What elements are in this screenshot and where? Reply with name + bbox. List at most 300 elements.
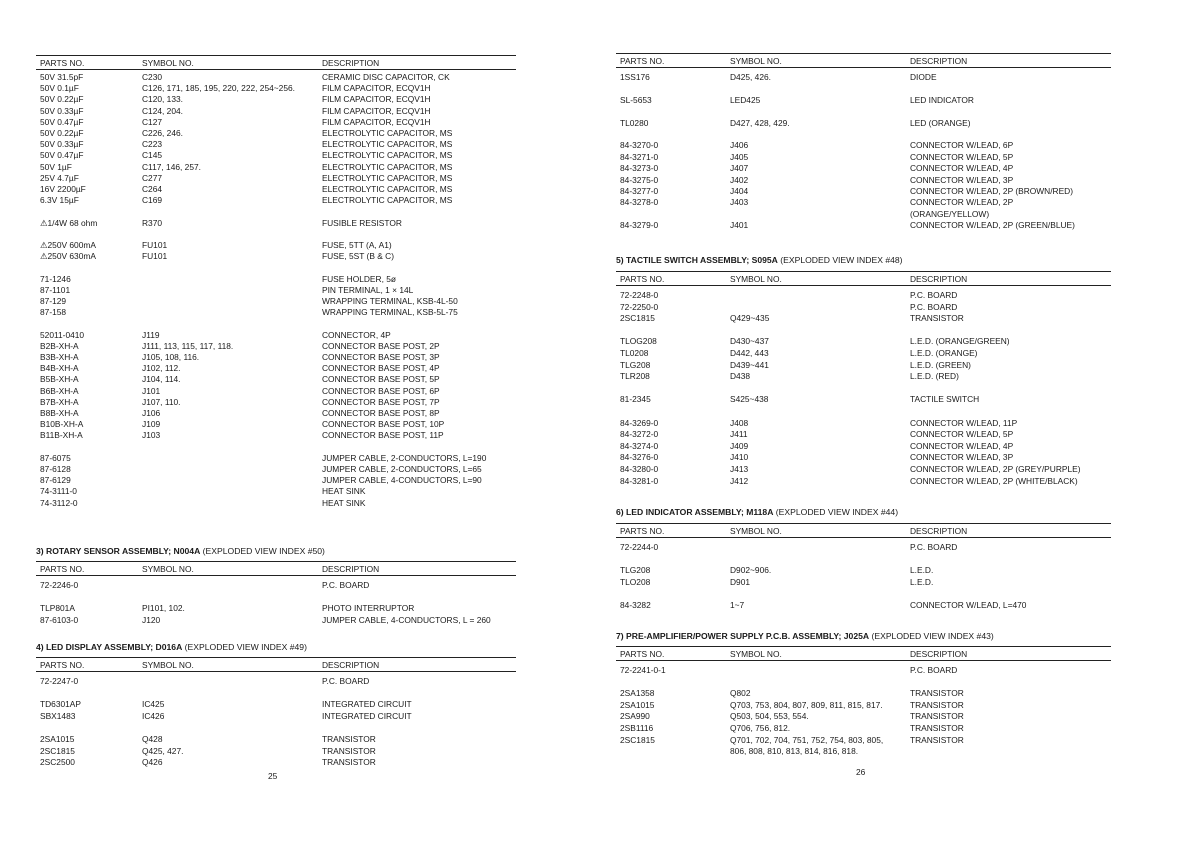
table-header bbox=[616, 53, 1111, 68]
description: L.E.D. (GREEN) bbox=[910, 359, 971, 370]
symbol-no: J107, 110. bbox=[142, 396, 181, 407]
description: TRANSISTOR bbox=[910, 313, 964, 324]
description: CONNECTOR W/LEAD, 5P bbox=[910, 429, 1014, 440]
description: TRANSISTOR bbox=[910, 711, 964, 722]
table-row bbox=[616, 186, 1111, 198]
symbol-no: Q503, 504, 553, 554. bbox=[730, 711, 809, 722]
description: CONNECTOR BASE POST, 8P bbox=[322, 408, 440, 418]
table-row bbox=[616, 565, 1111, 577]
parts-no: 72-2247-0 bbox=[40, 676, 79, 686]
description: FUSE, 5ST (B & C) bbox=[322, 251, 394, 262]
table-row bbox=[616, 600, 1111, 612]
table-row bbox=[36, 363, 516, 375]
parts-no: 50V 0.1µF bbox=[40, 83, 79, 94]
header-symbol: SYMBOL NO. bbox=[730, 649, 782, 659]
table-row bbox=[616, 688, 1111, 700]
symbol-no: Q428 bbox=[142, 734, 163, 744]
symbol-no: J410 bbox=[730, 452, 749, 463]
parts-no: 87-158 bbox=[40, 307, 67, 318]
description: P.C. BOARD bbox=[910, 290, 958, 300]
parts-no: 52011-0410 bbox=[40, 329, 85, 340]
table-row bbox=[616, 290, 1111, 302]
table-row bbox=[616, 700, 1111, 712]
parts-no: 84-3274-0 bbox=[620, 440, 659, 451]
symbol-no: LED425 bbox=[730, 94, 761, 105]
header-desc: DESCRIPTION bbox=[322, 564, 380, 574]
parts-no: 74-3112-0 bbox=[40, 497, 78, 508]
description: CONNECTOR BASE POST, 7P bbox=[322, 396, 440, 407]
table-row bbox=[36, 430, 516, 442]
description: FILM CAPACITOR, ECQV1H bbox=[322, 116, 431, 127]
section-title-index: (EXPLODED VIEW INDEX #50) bbox=[200, 546, 325, 556]
symbol-no: D902~906. bbox=[730, 565, 772, 576]
symbol-no: D442, 443 bbox=[730, 348, 769, 358]
symbol-no: J408 bbox=[730, 417, 749, 428]
symbol-no: FU101 bbox=[142, 240, 168, 250]
table-row bbox=[616, 577, 1111, 589]
symbol-no: J119 bbox=[142, 329, 160, 340]
parts-no: 6.3V 15µF bbox=[40, 195, 79, 206]
table-row bbox=[36, 330, 516, 342]
header-parts: PARTS NO. bbox=[620, 649, 665, 659]
parts-no: 87-1101 bbox=[40, 284, 71, 295]
symbol-no: C127 bbox=[142, 116, 163, 127]
description: P.C. BOARD bbox=[910, 665, 958, 675]
description: CONNECTOR, 4P bbox=[322, 329, 391, 340]
parts-no: 81-2345 bbox=[620, 394, 651, 405]
table-row bbox=[36, 218, 516, 230]
header-desc: DESCRIPTION bbox=[322, 660, 380, 670]
symbol-no: J412 bbox=[730, 475, 749, 486]
parts-no: B10B-XH-A bbox=[40, 419, 84, 430]
symbol-no: FU101 bbox=[142, 251, 168, 262]
table-row bbox=[616, 118, 1111, 130]
parts-no: TLG208 bbox=[620, 565, 651, 576]
description: WRAPPING TERMINAL, KSB-4L-50 bbox=[322, 296, 458, 306]
description: CONNECTOR BASE POST, 2P bbox=[322, 340, 440, 351]
header-parts: PARTS NO. bbox=[620, 56, 665, 66]
parts-no: 50V 0.33µF bbox=[40, 139, 84, 150]
description: L.E.D. (ORANGE/GREEN) bbox=[910, 336, 1010, 347]
table-row bbox=[616, 371, 1111, 383]
symbol-no: J413 bbox=[730, 464, 749, 474]
parts-no: B6B-XH-A bbox=[40, 385, 79, 396]
description: CONNECTOR BASE POST, 6P bbox=[322, 385, 440, 396]
description: JUMPER CABLE, 4-CONDUCTORS, L=90 bbox=[322, 475, 482, 486]
symbol-no: J403 bbox=[730, 197, 749, 208]
parts-no: TLG208 bbox=[620, 359, 651, 370]
parts-no: 72-2244-0 bbox=[620, 542, 659, 552]
symbol-no: R370 bbox=[142, 217, 163, 228]
description: INTEGRATED CIRCUIT bbox=[322, 710, 412, 721]
description: CONNECTOR W/LEAD, 5P bbox=[910, 151, 1014, 162]
parts-no: 72-2246-0 bbox=[40, 580, 79, 590]
parts-no: 84-3273-0 bbox=[620, 163, 659, 174]
description: TRANSISTOR bbox=[322, 734, 376, 744]
description: CONNECTOR BASE POST, 10P bbox=[322, 419, 445, 430]
symbol-no: J407 bbox=[730, 163, 749, 174]
parts-no: B5B-XH-A bbox=[40, 374, 79, 385]
table-row bbox=[616, 163, 1111, 175]
table-header bbox=[616, 646, 1111, 661]
parts-no: 84-3275-0 bbox=[620, 174, 659, 185]
symbol-no: J103 bbox=[142, 430, 161, 441]
parts-no: 50V 31.5pF bbox=[40, 72, 84, 82]
description: FUSE, 5TT (A, A1) bbox=[322, 240, 392, 250]
table-row bbox=[616, 464, 1111, 476]
description: INTEGRATED CIRCUIT bbox=[322, 699, 412, 710]
table-header bbox=[616, 271, 1111, 286]
parts-no: 1SS176 bbox=[620, 72, 650, 82]
description: CONNECTOR W/LEAD, 4P bbox=[910, 163, 1014, 174]
parts-no: 50V 0.33µF bbox=[40, 105, 84, 116]
table-row bbox=[36, 117, 516, 129]
symbol-no: J401 bbox=[730, 220, 749, 231]
parts-no: 84-3281-0 bbox=[620, 475, 659, 486]
parts-no: ⚠250V 630mA bbox=[40, 251, 96, 262]
symbol-no: D427, 428, 429. bbox=[730, 117, 790, 128]
description: JUMPER CABLE, 2-CONDUCTORS, L=65 bbox=[322, 464, 482, 474]
parts-no: 84-3269-0 bbox=[620, 417, 659, 428]
header-symbol: SYMBOL NO. bbox=[730, 274, 782, 284]
table-row bbox=[616, 348, 1111, 360]
parts-no: 84-3270-0 bbox=[620, 140, 659, 151]
parts-no: 2SB1116 bbox=[620, 723, 654, 733]
description: ELECTROLYTIC CAPACITOR, MS bbox=[322, 172, 453, 183]
symbol-no: PI101, 102. bbox=[142, 603, 185, 614]
section-title bbox=[616, 507, 898, 517]
description: ELECTROLYTIC CAPACITOR, MS bbox=[322, 161, 453, 172]
description: TRANSISTOR bbox=[322, 745, 376, 756]
table-row bbox=[616, 220, 1111, 232]
description: ELECTROLYTIC CAPACITOR, MS bbox=[322, 150, 453, 161]
table-row bbox=[616, 441, 1111, 453]
description: ELECTROLYTIC CAPACITOR, MS bbox=[322, 184, 453, 194]
header-parts: PARTS NO. bbox=[40, 660, 85, 670]
parts-no: 50V 1µF bbox=[40, 161, 72, 172]
header-symbol: SYMBOL NO. bbox=[730, 56, 782, 66]
table-row bbox=[616, 542, 1111, 554]
header-desc: DESCRIPTION bbox=[910, 56, 968, 66]
table-row bbox=[36, 386, 516, 398]
symbol-no: Q425, 427. bbox=[142, 745, 184, 756]
parts-no: TLO208 bbox=[620, 576, 651, 587]
symbol-no: J120 bbox=[142, 614, 161, 625]
parts-no: 74-3111-0 bbox=[40, 486, 77, 497]
table-row bbox=[36, 173, 516, 185]
header-desc: DESCRIPTION bbox=[910, 274, 968, 284]
table-header bbox=[36, 561, 516, 576]
description: HEAT SINK bbox=[322, 497, 366, 508]
section-title-bold: 3) ROTARY SENSOR ASSEMBLY; N004A bbox=[36, 546, 201, 556]
symbol-no: J405 bbox=[730, 151, 749, 162]
parts-no: 72-2241-0-1 bbox=[620, 665, 666, 675]
description: CERAMIC DISC CAPACITOR, CK bbox=[322, 72, 450, 82]
table-header bbox=[36, 55, 516, 70]
symbol-no: J105, 108, 116. bbox=[142, 352, 200, 362]
symbol-no: C145 bbox=[142, 150, 163, 161]
table-row bbox=[36, 374, 516, 386]
symbol-no: D425, 426. bbox=[730, 72, 771, 82]
description: CONNECTOR W/LEAD, 2P (GREY/PURPLE) bbox=[910, 464, 1081, 474]
description: LED INDICATOR bbox=[910, 94, 974, 105]
table-row bbox=[616, 711, 1111, 723]
parts-no: 2SA1358 bbox=[620, 688, 655, 699]
description: P.C. BOARD bbox=[322, 676, 370, 686]
symbol-no: C117, 146, 257. bbox=[142, 161, 201, 172]
description: FILM CAPACITOR, ECQV1H bbox=[322, 94, 431, 105]
table-row bbox=[36, 128, 516, 140]
parts-no: 84-3282 bbox=[620, 600, 651, 610]
table-header bbox=[36, 657, 516, 672]
description: CONNECTOR BASE POST, 4P bbox=[322, 363, 440, 374]
description: PIN TERMINAL, 1 × 14L bbox=[322, 284, 414, 295]
header-symbol: SYMBOL NO. bbox=[142, 58, 194, 68]
table-row bbox=[616, 175, 1111, 187]
header-symbol: SYMBOL NO. bbox=[730, 526, 782, 536]
description: TRANSISTOR bbox=[910, 688, 964, 699]
table-row bbox=[36, 408, 516, 420]
table-row bbox=[36, 746, 516, 758]
table-row bbox=[36, 106, 516, 118]
symbol-no: Q429~435 bbox=[730, 313, 770, 324]
description: CONNECTOR W/LEAD, 3P bbox=[910, 452, 1014, 463]
symbol-no: D438 bbox=[730, 371, 751, 382]
parts-no: 87-129 bbox=[40, 296, 67, 306]
description: FILM CAPACITOR, ECQV1H bbox=[322, 83, 431, 94]
section-title-bold: 7) PRE-AMPLIFIER/POWER SUPPLY P.C.B. ASSEMBLY; J025A bbox=[616, 631, 870, 641]
symbol-no: C277 bbox=[142, 172, 163, 183]
description: DIODE bbox=[910, 72, 937, 82]
description: CONNECTOR W/LEAD, L=470 bbox=[910, 600, 1027, 610]
header-desc: DESCRIPTION bbox=[910, 649, 968, 659]
table-row bbox=[36, 453, 516, 465]
table-row bbox=[616, 735, 1111, 747]
symbol-no: J109 bbox=[142, 419, 161, 430]
symbol-no: Q701, 702, 704, 751, 752, 754, 803, 805, bbox=[730, 734, 884, 745]
table-row bbox=[36, 296, 516, 308]
description: TRANSISTOR bbox=[910, 734, 964, 745]
header-parts: PARTS NO. bbox=[620, 526, 665, 536]
symbol-no: C120, 133. bbox=[142, 94, 183, 105]
description: CONNECTOR W/LEAD, 4P bbox=[910, 440, 1014, 451]
description: L.E.D. bbox=[910, 576, 934, 587]
header-symbol: SYMBOL NO. bbox=[142, 564, 194, 574]
description: CONNECTOR W/LEAD, 2P (WHITE/BLACK) bbox=[910, 475, 1078, 486]
table-row bbox=[616, 313, 1111, 325]
description: CONNECTOR W/LEAD, 2P (GREEN/BLUE) bbox=[910, 220, 1075, 231]
table-row bbox=[36, 757, 516, 769]
description: CONNECTOR BASE POST, 3P bbox=[322, 352, 440, 362]
table-row bbox=[36, 397, 516, 409]
table-row bbox=[36, 711, 516, 723]
description: L.E.D. (ORANGE) bbox=[910, 348, 978, 358]
symbol-no: 1~7 bbox=[730, 600, 745, 610]
table-row bbox=[36, 251, 516, 263]
description: P.C. BOARD bbox=[910, 301, 958, 312]
parts-no: 84-3280-0 bbox=[620, 464, 659, 474]
symbol-no: S425~438 bbox=[730, 394, 769, 405]
symbol-no: C126, 171, 185, 195, 220, 222, 254~256. bbox=[142, 83, 295, 94]
description: CONNECTOR BASE POST, 11P bbox=[322, 430, 444, 441]
table-row bbox=[616, 336, 1111, 348]
symbol-no: J111, 113, 115, 117, 118. bbox=[142, 340, 234, 351]
table-row bbox=[36, 83, 516, 95]
description: P.C. BOARD bbox=[910, 542, 958, 552]
table-row bbox=[36, 162, 516, 174]
parts-no: 84-3276-0 bbox=[620, 452, 659, 463]
table-row bbox=[616, 209, 1111, 221]
table-row bbox=[36, 150, 516, 162]
parts-no: 87-6075 bbox=[40, 452, 71, 463]
symbol-no: C223 bbox=[142, 139, 163, 150]
section-title bbox=[36, 546, 325, 556]
section-title-bold: 6) LED INDICATOR ASSEMBLY; M118A bbox=[616, 507, 774, 517]
table-row bbox=[36, 274, 516, 286]
parts-no: SL-5653 bbox=[620, 94, 652, 105]
symbol-no: D439~441 bbox=[730, 359, 769, 370]
table-row bbox=[616, 360, 1111, 372]
symbol-no: J402 bbox=[730, 174, 749, 185]
description: TRANSISTOR bbox=[322, 757, 376, 768]
table-row bbox=[36, 285, 516, 297]
parts-no: 2SA990 bbox=[620, 711, 650, 722]
table-row bbox=[616, 746, 1111, 758]
header-parts: PARTS NO. bbox=[40, 564, 85, 574]
description: TRANSISTOR bbox=[910, 723, 964, 733]
parts-no: 87-6128 bbox=[40, 464, 71, 474]
description: JUMPER CABLE, 2-CONDUCTORS, L=190 bbox=[322, 452, 487, 463]
parts-no: 84-3272-0 bbox=[620, 429, 659, 440]
table-row bbox=[36, 184, 516, 196]
parts-no: TL0208 bbox=[620, 348, 649, 358]
section-title-index: (EXPLODED VIEW INDEX #44) bbox=[773, 507, 899, 517]
description: PHOTO INTERRUPTOR bbox=[322, 603, 415, 614]
description: L.E.D. bbox=[910, 565, 934, 576]
page-number: 25 bbox=[268, 771, 278, 781]
description: JUMPER CABLE, 4-CONDUCTORS, L = 260 bbox=[322, 614, 491, 625]
table-row bbox=[36, 498, 516, 510]
description: ELECTROLYTIC CAPACITOR, MS bbox=[322, 195, 453, 206]
description: LED (ORANGE) bbox=[910, 117, 971, 128]
description: ELECTROLYTIC CAPACITOR, MS bbox=[322, 139, 453, 150]
description: (ORANGE/YELLOW) bbox=[910, 208, 990, 219]
table-row bbox=[616, 72, 1111, 84]
symbol-no: C230 bbox=[142, 72, 163, 82]
page-number: 26 bbox=[856, 767, 866, 777]
table-row bbox=[616, 723, 1111, 735]
table-row bbox=[36, 475, 516, 487]
table-header bbox=[616, 523, 1111, 538]
header-parts: PARTS NO. bbox=[620, 274, 665, 284]
section-title-index: (EXPLODED VIEW INDEX #43) bbox=[869, 631, 994, 641]
parts-no: 2SC1815 bbox=[620, 734, 655, 745]
symbol-no: J101 bbox=[142, 385, 161, 396]
symbol-no: Q426 bbox=[142, 757, 163, 768]
symbol-no: D430~437 bbox=[730, 336, 769, 347]
parts-no: TLP801A bbox=[40, 603, 75, 614]
symbol-no: Q706, 756, 812. bbox=[730, 723, 791, 733]
parts-no: 84-3278-0 bbox=[620, 197, 659, 208]
symbol-no: C226, 246. bbox=[142, 128, 183, 138]
parts-no: 87-6129 bbox=[40, 475, 71, 486]
symbol-no: J106 bbox=[142, 408, 161, 418]
right-page bbox=[596, 0, 1191, 841]
description: FUSE HOLDER, 5ø bbox=[322, 273, 396, 284]
parts-no: 84-3277-0 bbox=[620, 186, 659, 196]
description: TRANSISTOR bbox=[910, 699, 964, 710]
description: CONNECTOR W/LEAD, 11P bbox=[910, 417, 1018, 428]
symbol-no: C169 bbox=[142, 195, 163, 206]
description: L.E.D. (RED) bbox=[910, 371, 959, 382]
header-parts: PARTS NO. bbox=[40, 58, 85, 68]
parts-no: 50V 0.22µF bbox=[40, 94, 84, 105]
symbol-no: J406 bbox=[730, 140, 749, 151]
parts-no: 87-6103-0 bbox=[40, 614, 79, 625]
symbol-no: Q703, 753, 804, 807, 809, 811, 815, 817. bbox=[730, 699, 883, 710]
table-row bbox=[616, 476, 1111, 488]
symbol-no: J409 bbox=[730, 440, 749, 451]
symbol-no: J102, 112. bbox=[142, 363, 181, 374]
symbol-no: IC425 bbox=[142, 699, 165, 710]
description: FILM CAPACITOR, ECQV1H bbox=[322, 105, 431, 116]
parts-no: 2SC1815 bbox=[40, 745, 75, 756]
section-title bbox=[36, 642, 307, 652]
parts-no: 50V 0.47µF bbox=[40, 150, 84, 161]
parts-no: 16V 2200µF bbox=[40, 184, 86, 194]
description: HEAT SINK bbox=[322, 486, 366, 497]
table-row bbox=[36, 419, 516, 431]
symbol-no: 806, 808, 810, 813, 814, 816, 818. bbox=[730, 746, 859, 757]
table-row bbox=[36, 580, 516, 592]
parts-no: B2B-XH-A bbox=[40, 340, 79, 351]
parts-no: SBX1483 bbox=[40, 710, 76, 721]
parts-no: TL0280 bbox=[620, 117, 649, 128]
section-title bbox=[616, 255, 903, 265]
table-row bbox=[616, 152, 1111, 164]
parts-no: 50V 0.22µF bbox=[40, 128, 84, 138]
table-row bbox=[36, 734, 516, 746]
parts-no: B8B-XH-A bbox=[40, 408, 79, 418]
parts-no: 50V 0.47µF bbox=[40, 116, 84, 127]
symbol-no: Q802 bbox=[730, 688, 751, 699]
symbol-no: J104, 114. bbox=[142, 374, 181, 385]
parts-no: 2SC2500 bbox=[40, 757, 75, 768]
table-row bbox=[616, 452, 1111, 464]
table-row bbox=[616, 140, 1111, 152]
table-row bbox=[616, 302, 1111, 314]
table-row bbox=[616, 95, 1111, 107]
description: CONNECTOR W/LEAD, 3P bbox=[910, 174, 1014, 185]
parts-no: TLR208 bbox=[620, 371, 650, 382]
parts-no: 84-3271-0 bbox=[620, 151, 659, 162]
description: CONNECTOR W/LEAD, 2P bbox=[910, 197, 1014, 208]
symbol-no: C124, 204. bbox=[142, 105, 183, 116]
header-symbol: SYMBOL NO. bbox=[142, 660, 194, 670]
table-row bbox=[616, 429, 1111, 441]
description: TACTILE SWITCH bbox=[910, 394, 980, 405]
table-row bbox=[36, 72, 516, 84]
parts-no: TLOG208 bbox=[620, 336, 657, 347]
table-row bbox=[36, 699, 516, 711]
parts-no: B3B-XH-A bbox=[40, 352, 79, 362]
header-desc: DESCRIPTION bbox=[910, 526, 968, 536]
description: ELECTROLYTIC CAPACITOR, MS bbox=[322, 128, 453, 138]
parts-no: 72-2248-0 bbox=[620, 290, 659, 300]
table-row bbox=[36, 341, 516, 353]
table-row bbox=[36, 195, 516, 207]
description: FUSIBLE RESISTOR bbox=[322, 217, 402, 228]
